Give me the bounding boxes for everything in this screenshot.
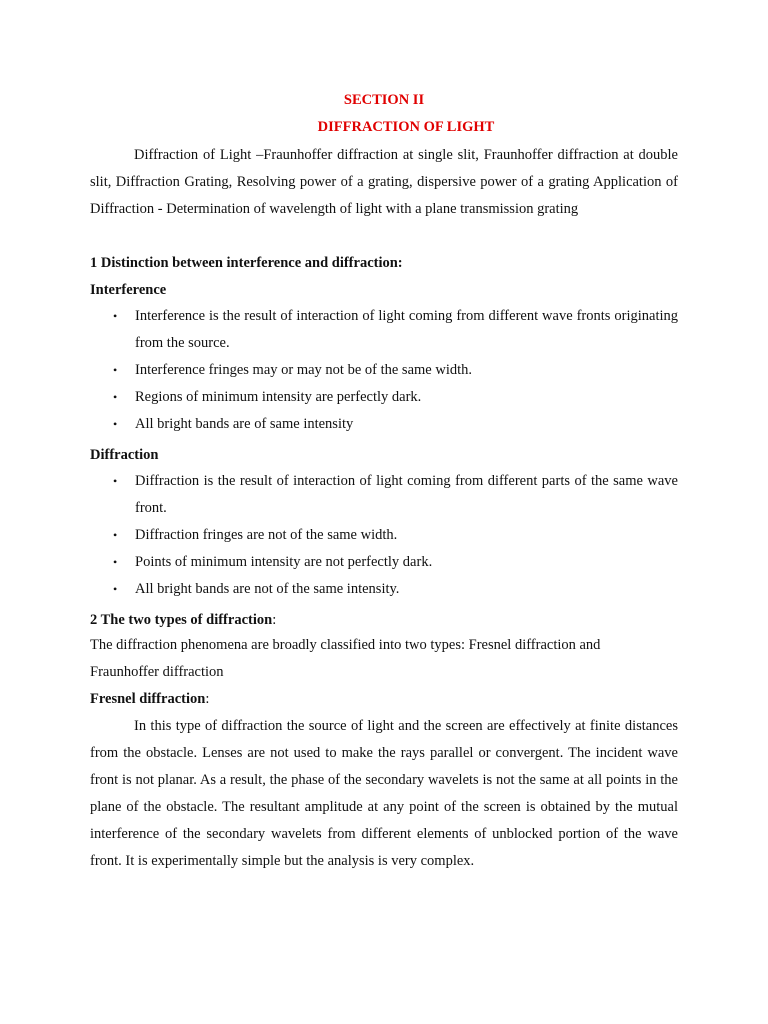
list-item-text: Diffraction is the result of interaction of light coming from different parts of the same wave front.	[135, 473, 678, 516]
diffraction-list	[113, 468, 678, 603]
bullet-icon: •	[113, 363, 118, 377]
fresnel-heading-colon: :	[205, 691, 210, 707]
list-item-text: Interference fringes may or may not be of the same width.	[135, 362, 472, 378]
chapter-title: DIFFRACTION OF LIGHT	[317, 119, 495, 135]
list-item	[113, 522, 678, 549]
list-item	[113, 576, 678, 603]
fresnel-heading	[90, 689, 209, 709]
types-heading-text: 2 The two types of diffraction	[90, 612, 273, 628]
interference-heading: Interference	[90, 282, 167, 298]
fresnel-paragraph	[90, 713, 678, 875]
bullet-icon: •	[113, 582, 118, 596]
list-item-text: All bright bands are of same intensity	[135, 416, 354, 432]
intro-paragraph	[90, 142, 678, 223]
diffraction-heading: Diffraction	[90, 447, 159, 463]
list-item	[113, 303, 678, 357]
list-item-text: Diffraction fringes are not of the same width.	[135, 527, 398, 543]
bullet-icon: •	[113, 390, 118, 404]
list-item	[113, 549, 678, 576]
bullet-icon: •	[113, 555, 118, 569]
types-heading	[90, 610, 276, 630]
fresnel-text: In this type of diffraction the source of light and the screen are effectively at finite distances from the obstacle. Lenses are not used to make the rays parallel or convergent. The incident wave front is not planar. As a result, the phase of the secondary wavelets is not the same at all points in the plane of the obstacle. The resultant amplitude at any point of the screen is obtained by the mutual interference of the secondary wavelets from different elements of unblocked portion of the wave front. It is experimentally simple but the analysis is very complex.	[90, 718, 678, 869]
bullet-icon: •	[113, 474, 118, 488]
list-item-text: Points of minimum intensity are not perfectly dark.	[135, 554, 433, 570]
types-paragraph: The diffraction phenomena are broadly classified into two types: Fresnel diffraction and Fraunhoffer diffraction	[90, 637, 601, 680]
types-heading-colon: :	[272, 612, 277, 628]
bullet-icon: •	[113, 528, 118, 542]
list-item	[113, 384, 678, 411]
bullet-icon: •	[113, 417, 118, 431]
list-item	[113, 357, 678, 384]
section-title: SECTION II	[343, 92, 425, 108]
interference-list	[113, 303, 678, 438]
bullet-icon: •	[113, 309, 118, 323]
fresnel-heading-text: Fresnel diffraction	[90, 691, 206, 707]
list-item-text: Regions of minimum intensity are perfectly dark.	[135, 389, 422, 405]
list-item	[113, 411, 678, 438]
list-item-text: Interference is the result of interaction of light coming from different wave fronts originating from the source.	[135, 308, 678, 351]
list-item	[113, 468, 678, 522]
intro-text: Diffraction of Light –Fraunhoffer diffraction at single slit, Fraunhoffer diffraction at double slit, Diffraction Grating, Resolving power of a grating, dispersive power of a grating Application of Diffraction - Determination of wavelength of light with a plane transmission grating	[90, 147, 678, 217]
list-item-text: All bright bands are not of the same intensity.	[135, 581, 400, 597]
distinction-heading: 1 Distinction between interference and diffraction:	[90, 255, 403, 271]
